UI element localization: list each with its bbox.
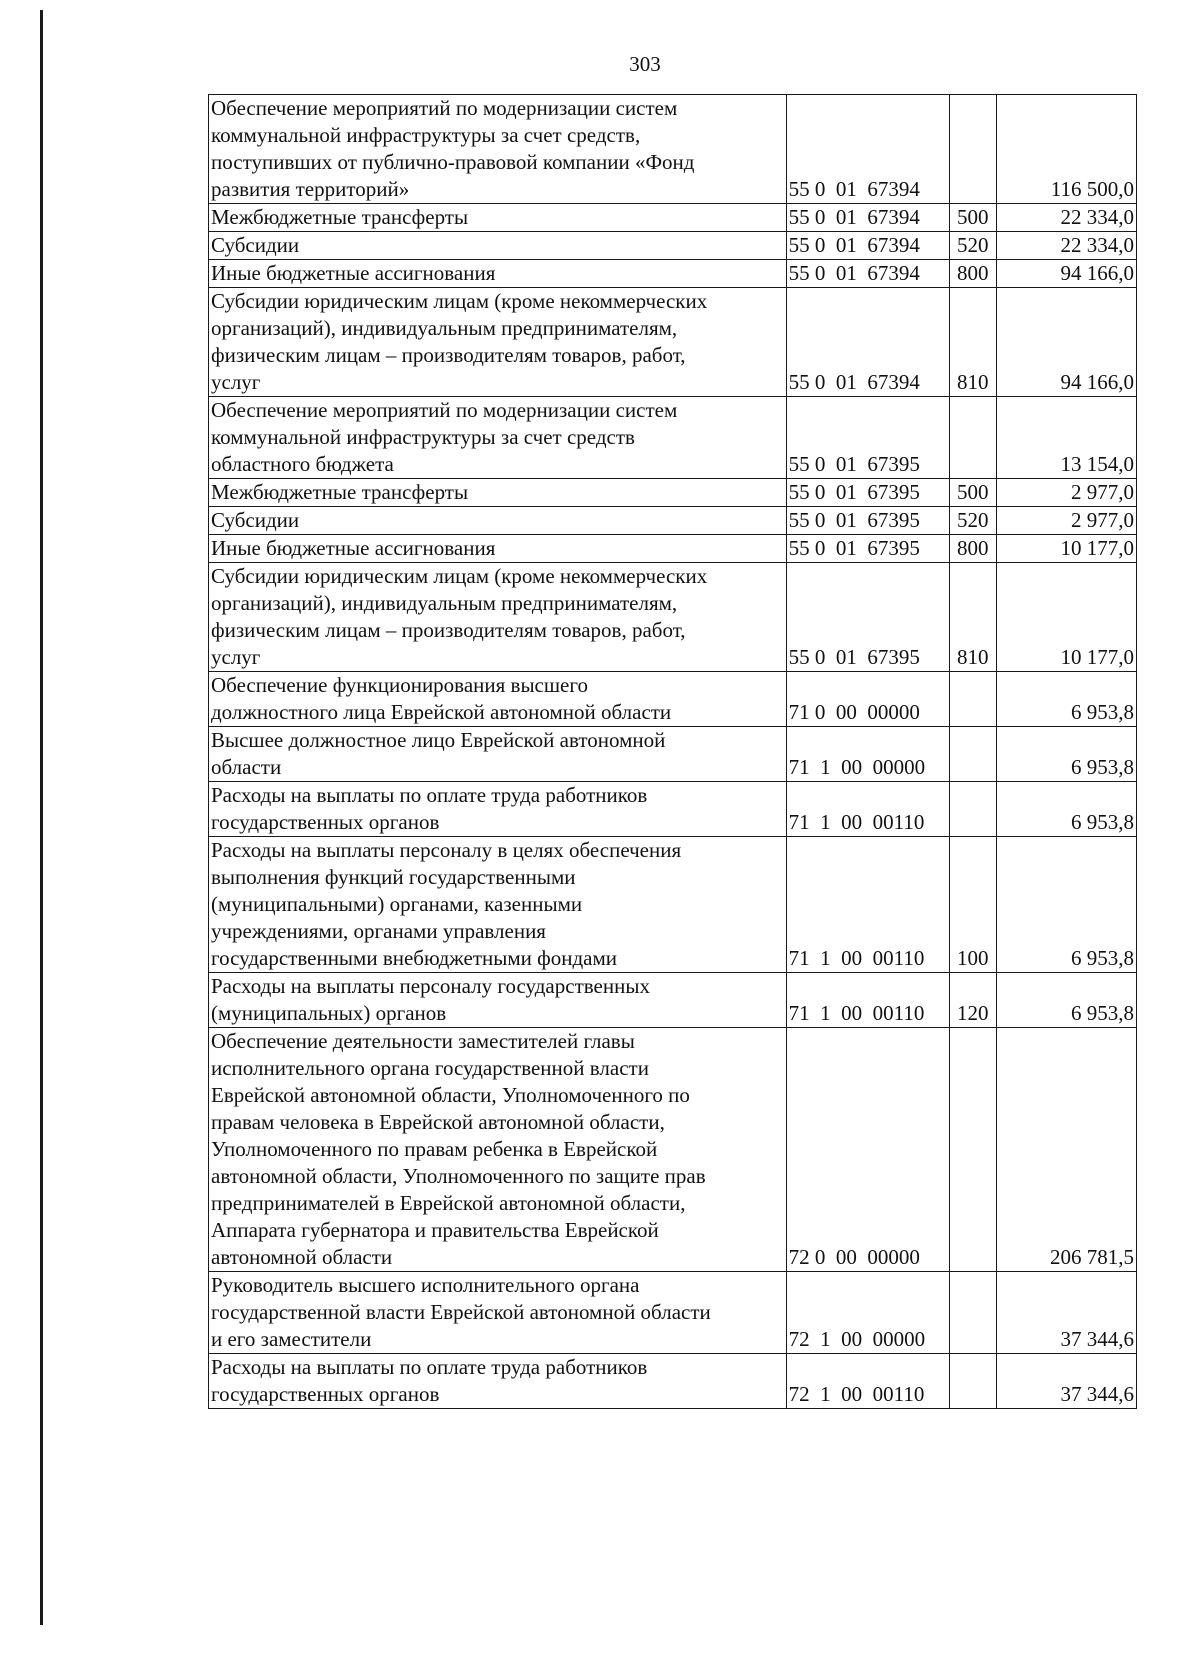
row-amount: 37 344,6 [996, 1354, 1136, 1409]
row-expense-type: 810 [949, 563, 996, 672]
table-row [209, 95, 1137, 204]
row-amount: 6 953,8 [996, 727, 1136, 782]
row-amount: 94 166,0 [996, 288, 1136, 397]
row-expense-type [949, 1028, 996, 1272]
row-target-code: 71 1 00 00000 [786, 727, 949, 782]
row-description: Иные бюджетные ассигнования [209, 260, 787, 288]
row-expense-type: 800 [949, 535, 996, 563]
table-row [209, 232, 1137, 260]
row-description: Расходы на выплаты персоналу в целях обеспечения выполнения функций государственными (муниципальными) органами, казенными учреждениями, органами управления государственными внебюджетными фондами [209, 837, 787, 973]
row-amount: 22 334,0 [996, 232, 1136, 260]
row-target-code: 72 0 00 00000 [786, 1028, 949, 1272]
row-expense-type: 500 [949, 204, 996, 232]
row-expense-type: 520 [949, 507, 996, 535]
row-target-code: 72 1 00 00000 [786, 1272, 949, 1354]
row-expense-type [949, 727, 996, 782]
row-target-code: 55 0 01 67395 [786, 397, 949, 479]
row-amount: 37 344,6 [996, 1272, 1136, 1354]
binding-margin-line [40, 10, 43, 1625]
row-description: Межбюджетные трансферты [209, 479, 787, 507]
row-target-code: 71 0 00 00000 [786, 672, 949, 727]
row-target-code: 55 0 01 67395 [786, 507, 949, 535]
row-description: Иные бюджетные ассигнования [209, 535, 787, 563]
row-target-code: 55 0 01 67395 [786, 535, 949, 563]
row-amount: 6 953,8 [996, 672, 1136, 727]
row-expense-type [949, 1272, 996, 1354]
row-target-code: 55 0 01 67395 [786, 479, 949, 507]
row-description: Обеспечение мероприятий по модернизации систем коммунальной инфраструктуры за счет средств областного бюджета [209, 397, 787, 479]
row-expense-type: 100 [949, 837, 996, 973]
table-row [209, 837, 1137, 973]
row-expense-type: 810 [949, 288, 996, 397]
row-description: Расходы на выплаты по оплате труда работников государственных органов [209, 1354, 787, 1409]
row-description: Обеспечение функционирования высшего должностного лица Еврейской автономной области [209, 672, 787, 727]
row-expense-type: 120 [949, 973, 996, 1028]
row-amount: 2 977,0 [996, 507, 1136, 535]
row-target-code: 55 0 01 67394 [786, 260, 949, 288]
row-expense-type: 800 [949, 260, 996, 288]
row-expense-type [949, 1354, 996, 1409]
table-row [209, 973, 1137, 1028]
row-target-code: 72 1 00 00110 [786, 1354, 949, 1409]
row-target-code: 55 0 01 67394 [786, 95, 949, 204]
table-row [209, 535, 1137, 563]
row-amount: 6 953,8 [996, 782, 1136, 837]
row-description: Расходы на выплаты персоналу государственных (муниципальных) органов [209, 973, 787, 1028]
table-row [209, 397, 1137, 479]
table-row [209, 204, 1137, 232]
row-amount: 94 166,0 [996, 260, 1136, 288]
row-expense-type [949, 95, 996, 204]
row-expense-type [949, 782, 996, 837]
row-description: Обеспечение мероприятий по модернизации систем коммунальной инфраструктуры за счет средств, поступивших от публично-правовой компании «Фонд развития территорий» [209, 95, 787, 204]
row-amount: 10 177,0 [996, 535, 1136, 563]
table-row [209, 727, 1137, 782]
row-description: Высшее должностное лицо Еврейской автономной области [209, 727, 787, 782]
row-target-code: 71 1 00 00110 [786, 973, 949, 1028]
row-description: Субсидии юридическим лицам (кроме некоммерческих организаций), индивидуальным предпринимателям, физическим лицам – производителям товаров, работ, услуг [209, 288, 787, 397]
row-amount: 22 334,0 [996, 204, 1136, 232]
row-amount: 2 977,0 [996, 479, 1136, 507]
table-row [209, 507, 1137, 535]
row-target-code: 71 1 00 00110 [786, 837, 949, 973]
page-number: 303 [629, 52, 661, 76]
budget-table-body [209, 95, 1137, 1409]
row-target-code: 55 0 01 67394 [786, 204, 949, 232]
row-amount: 13 154,0 [996, 397, 1136, 479]
row-description: Руководитель высшего исполнительного органа государственной власти Еврейской автономной области и его заместители [209, 1272, 787, 1354]
row-amount: 6 953,8 [996, 973, 1136, 1028]
table-row [209, 1272, 1137, 1354]
budget-table [208, 94, 1137, 1409]
row-amount: 10 177,0 [996, 563, 1136, 672]
table-row [209, 1028, 1137, 1272]
row-amount: 6 953,8 [996, 837, 1136, 973]
row-target-code: 71 1 00 00110 [786, 782, 949, 837]
row-description: Расходы на выплаты по оплате труда работников государственных органов [209, 782, 787, 837]
row-target-code: 55 0 01 67394 [786, 232, 949, 260]
row-description: Межбюджетные трансферты [209, 204, 787, 232]
row-expense-type: 520 [949, 232, 996, 260]
row-amount: 116 500,0 [996, 95, 1136, 204]
row-description: Субсидии [209, 232, 787, 260]
table-row [209, 479, 1137, 507]
table-row [209, 672, 1137, 727]
row-target-code: 55 0 01 67394 [786, 288, 949, 397]
row-expense-type [949, 672, 996, 727]
table-row [209, 288, 1137, 397]
row-description: Субсидии юридическим лицам (кроме некоммерческих организаций), индивидуальным предпринимателям, физическим лицам – производителям товаров, работ, услуг [209, 563, 787, 672]
table-row [209, 782, 1137, 837]
row-expense-type [949, 397, 996, 479]
row-amount: 206 781,5 [996, 1028, 1136, 1272]
table-row [209, 260, 1137, 288]
table-row [209, 1354, 1137, 1409]
row-description: Субсидии [209, 507, 787, 535]
row-expense-type: 500 [949, 479, 996, 507]
row-description: Обеспечение деятельности заместителей главы исполнительного органа государственной власти Еврейской автономной области, Уполномоченного по правам человека в Еврейской автономной области, Уполномоченного по правам ребенка в Еврейской автономной области, Уполномоченного по защите прав предпринимателей в Еврейской автономной области, Аппарата губернатора и правительства Еврейской автономной области [209, 1028, 787, 1272]
table-row [209, 563, 1137, 672]
row-target-code: 55 0 01 67395 [786, 563, 949, 672]
